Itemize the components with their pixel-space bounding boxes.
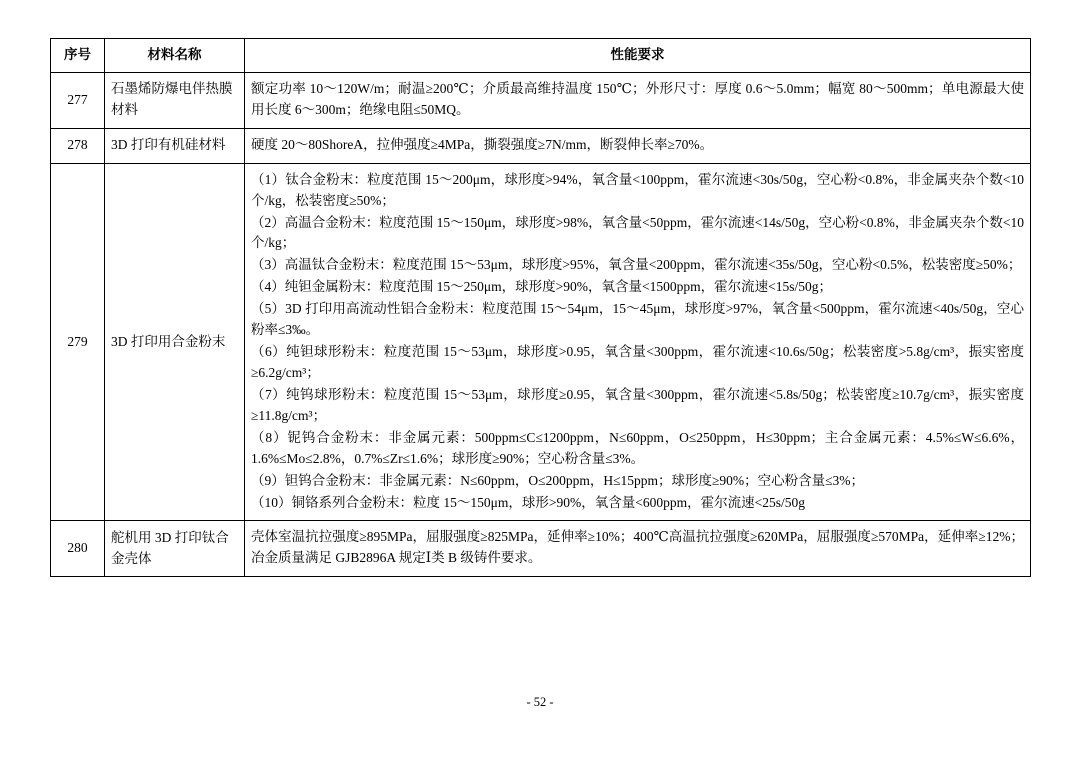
requirement-paragraph: （6）纯钽球形粉末：粒度范围 15～53μm，球形度>0.95，氧含量<300ppm，霍尔流速<10.6s/50g；松装密度>5.8g/cm³，振实密度≥6.2g/cm³； — [251, 344, 1024, 380]
requirement-paragraph: （1）钛合金粉末：粒度范围 15～200μm，球形度>94%，氧含量<100ppm，霍尔流速<30s/50g，空心粉<0.8%，非金属夹杂个数<10 个/kg，松装密度≥50%； — [251, 171, 1024, 208]
page-number: - 52 - — [526, 695, 554, 709]
row-number: 277 — [51, 72, 105, 128]
material-name: 3D 打印有机硅材料 — [105, 128, 245, 163]
requirement-paragraph: （8）铌钨合金粉末：非金属元素：500ppm≤C≤1200ppm，N≤60ppm，O≤250ppm，H≤30ppm；主合金属元素：4.5%≤W≤6.6%，1.6%≤Mo≤2.8%，0.7%≤Zr≤1.6%；球形度≥90%；空心粉含量≤3%。 — [251, 429, 1024, 466]
table-body — [51, 72, 1031, 576]
requirement-paragraph: 壳体室温抗拉强度≥895MPa，屈服强度≥825MPa，延伸率≥10%；400℃高温抗拉强度≥620MPa，屈服强度≥570MPa，延伸率≥12%；冶金质量满足 GJB2896A 规定Ⅰ类 B 级铸件要求。 — [251, 529, 1024, 566]
material-name: 3D 打印用合金粉末 — [105, 163, 245, 521]
requirement-paragraph: 硬度 20～80ShoreA，拉伸强度≥4MPa，撕裂强度≥7N/mm，断裂伸长率≥70%。 — [251, 136, 714, 152]
table-header — [51, 39, 1031, 73]
requirement-paragraph: （5）3D 打印用高流动性铝合金粉末：粒度范围 15～54μm，15～45μm，球形度>97%，氧含量<500ppm，霍尔流速<40s/50g，空心粉率≤3‰。 — [251, 301, 1024, 338]
table-row — [51, 163, 1031, 521]
performance-requirement — [245, 163, 1031, 521]
requirement-paragraph: （2）高温合金粉末：粒度范围 15～150μm，球形度>98%，氧含量<50ppm，霍尔流速<14s/50g，空心粉<0.8%，非金属夹杂个数<10 个/kg； — [251, 214, 1024, 251]
table-row — [51, 72, 1031, 128]
row-number: 278 — [51, 128, 105, 163]
performance-requirement — [245, 72, 1031, 128]
column-header-no: 序号 — [51, 39, 105, 73]
table-row — [51, 128, 1031, 163]
specification-table — [50, 38, 1031, 577]
table-row — [51, 521, 1031, 577]
requirement-paragraph: （4）纯钽金属粉末：粒度范围 15～250μm，球形度>90%，氧含量<1500ppm，霍尔流速<15s/50g； — [251, 279, 832, 295]
requirement-paragraph: （9）钽钨合金粉末：非金属元素：N≤60ppm，O≤200ppm，H≤15ppm；球形度≥90%；空心粉含量≤3%； — [251, 472, 865, 488]
requirement-paragraph: 额定功率 10～120W/m；耐温≥200℃；介质最高维持温度 150℃；外形尺寸：厚度 0.6～5.0mm；幅宽 80～500mm；单电源最大使用长度 6～300m；绝缘电阻≤50MQ。 — [251, 80, 1024, 117]
row-number: 279 — [51, 163, 105, 521]
requirement-paragraph: （10）铜铬系列合金粉末：粒度 15～150μm，球形>90%，氧含量<600ppm，霍尔流速<25s/50g — [251, 494, 805, 510]
column-header-name: 材料名称 — [105, 39, 245, 73]
row-number: 280 — [51, 521, 105, 577]
material-name: 石墨烯防爆电伴热膜材料 — [105, 72, 245, 128]
table-header-row — [51, 39, 1031, 73]
requirement-paragraph: （7）纯钨球形粉末：粒度范围 15～53μm，球形度≥0.95，氧含量<300ppm，霍尔流速<5.8s/50g；松装密度≥10.7g/cm³，振实密度≥11.8g/cm³； — [251, 386, 1024, 423]
material-name: 舵机用 3D 打印钛合金壳体 — [105, 521, 245, 577]
requirement-paragraph: （3）高温钛合金粉末：粒度范围 15～53μm，球形度>95%，氧含量<200ppm，霍尔流速<35s/50g，空心粉<0.5%，松装密度≥50%； — [251, 257, 1022, 273]
column-header-requirement: 性能要求 — [245, 39, 1031, 73]
performance-requirement — [245, 521, 1031, 577]
performance-requirement — [245, 128, 1031, 163]
